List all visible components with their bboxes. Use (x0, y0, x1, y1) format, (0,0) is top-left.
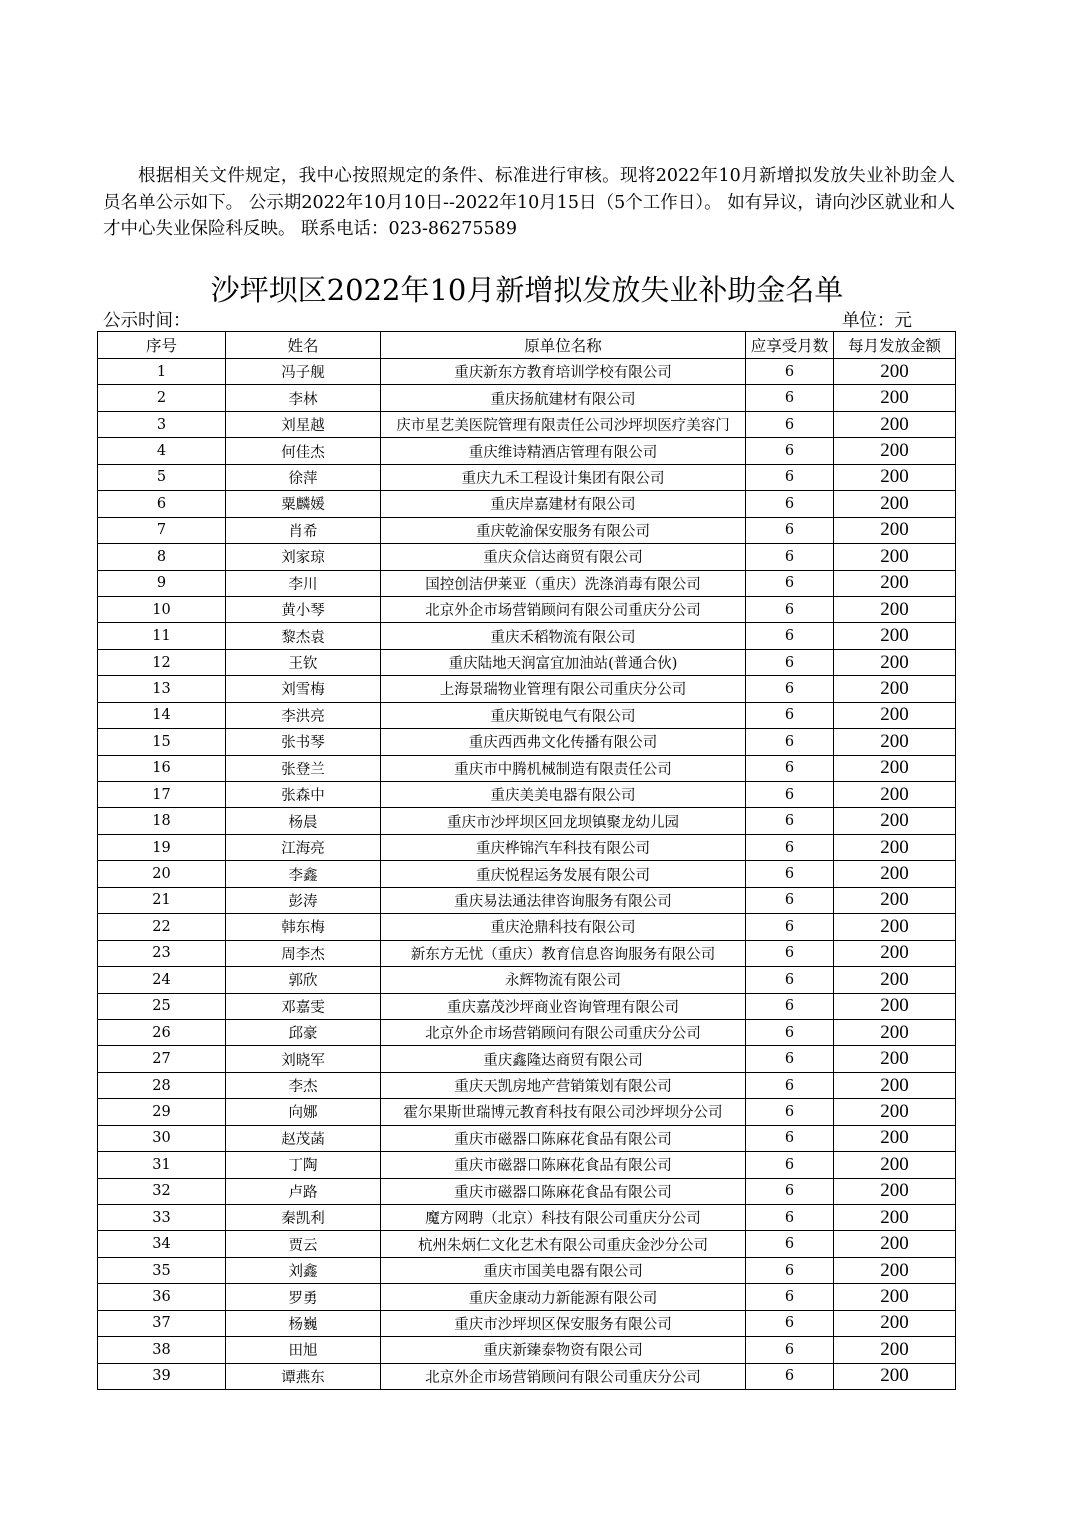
cell-amount: 200 (834, 782, 956, 808)
cell-index: 34 (98, 1231, 226, 1257)
cell-employer: 国控创洁伊莱亚（重庆）洗涤消毒有限公司 (381, 570, 746, 596)
cell-index: 21 (98, 887, 226, 913)
table-row (98, 623, 956, 649)
cell-amount: 200 (834, 1099, 956, 1125)
cell-months: 6 (746, 1257, 834, 1283)
cell-months: 6 (746, 623, 834, 649)
cell-months: 6 (746, 914, 834, 940)
cell-months: 6 (746, 1284, 834, 1310)
cell-index: 37 (98, 1310, 226, 1336)
cell-employer: 重庆斯锐电气有限公司 (381, 702, 746, 728)
cell-months: 6 (746, 570, 834, 596)
table-body (98, 359, 956, 1390)
cell-employer: 庆市星艺美医院管理有限责任公司沙坪坝医疗美容门 (381, 411, 746, 437)
cell-months: 6 (746, 755, 834, 781)
cell-amount: 200 (834, 729, 956, 755)
table-row (98, 993, 956, 1019)
cell-employer: 重庆新东方教育培训学校有限公司 (381, 359, 746, 385)
cell-index: 12 (98, 649, 226, 675)
cell-months: 6 (746, 517, 834, 543)
cell-months: 6 (746, 1337, 834, 1363)
cell-amount: 200 (834, 491, 956, 517)
table-row (98, 438, 956, 464)
cell-name: 张森中 (226, 782, 381, 808)
cell-index: 1 (98, 359, 226, 385)
cell-months: 6 (746, 1205, 834, 1231)
cell-index: 3 (98, 411, 226, 437)
cell-amount: 200 (834, 438, 956, 464)
cell-name: 黎杰袁 (226, 623, 381, 649)
cell-name: 田旭 (226, 1337, 381, 1363)
cell-employer: 魔方网聘（北京）科技有限公司重庆分公司 (381, 1205, 746, 1231)
cell-amount: 200 (834, 676, 956, 702)
table-header (98, 332, 956, 359)
table-row (98, 782, 956, 808)
table-row (98, 385, 956, 411)
cell-employer: 重庆沧鼎科技有限公司 (381, 914, 746, 940)
cell-index: 9 (98, 570, 226, 596)
cell-name: 徐萍 (226, 464, 381, 490)
cell-employer: 重庆市中腾机械制造有限责任公司 (381, 755, 746, 781)
table-row (98, 1178, 956, 1204)
cell-name: 丁陶 (226, 1152, 381, 1178)
cell-months: 6 (746, 782, 834, 808)
cell-name: 贾云 (226, 1231, 381, 1257)
table-row (98, 1099, 956, 1125)
cell-index: 8 (98, 544, 226, 570)
column-header-employer: 原单位名称 (381, 332, 746, 359)
cell-index: 39 (98, 1363, 226, 1389)
cell-name: 刘雪梅 (226, 676, 381, 702)
cell-employer: 永辉物流有限公司 (381, 967, 746, 993)
cell-amount: 200 (834, 861, 956, 887)
cell-amount: 200 (834, 544, 956, 570)
cell-index: 14 (98, 702, 226, 728)
cell-index: 10 (98, 596, 226, 622)
cell-index: 18 (98, 808, 226, 834)
unit-label: 单位：元 (842, 311, 912, 331)
cell-index: 24 (98, 967, 226, 993)
table-row (98, 1284, 956, 1310)
cell-employer: 重庆九禾工程设计集团有限公司 (381, 464, 746, 490)
cell-employer: 重庆易法通法律咨询服务有限公司 (381, 887, 746, 913)
cell-amount: 200 (834, 570, 956, 596)
cell-index: 31 (98, 1152, 226, 1178)
cell-months: 6 (746, 491, 834, 517)
column-header-months: 应享受月数 (746, 332, 834, 359)
cell-index: 4 (98, 438, 226, 464)
cell-months: 6 (746, 385, 834, 411)
cell-months: 6 (746, 940, 834, 966)
cell-name: 张登兰 (226, 755, 381, 781)
table-row (98, 649, 956, 675)
cell-employer: 北京外企市场营销顾问有限公司重庆分公司 (381, 1019, 746, 1045)
cell-months: 6 (746, 1072, 834, 1098)
cell-employer: 重庆市沙坪坝区保安服务有限公司 (381, 1310, 746, 1336)
table-row (98, 517, 956, 543)
table-row (98, 1152, 956, 1178)
cell-months: 6 (746, 702, 834, 728)
cell-employer: 重庆市磁器口陈麻花食品有限公司 (381, 1178, 746, 1204)
cell-name: 杨晨 (226, 808, 381, 834)
cell-amount: 200 (834, 914, 956, 940)
cell-employer: 重庆陆地天润富宜加油站(普通合伙) (381, 649, 746, 675)
table-row (98, 596, 956, 622)
cell-amount: 200 (834, 1152, 956, 1178)
cell-index: 23 (98, 940, 226, 966)
cell-amount: 200 (834, 967, 956, 993)
cell-amount: 200 (834, 411, 956, 437)
table-row (98, 887, 956, 913)
cell-employer: 重庆西西弗文化传播有限公司 (381, 729, 746, 755)
cell-amount: 200 (834, 1231, 956, 1257)
table-row (98, 861, 956, 887)
cell-amount: 200 (834, 755, 956, 781)
cell-employer: 重庆桦锦汽车科技有限公司 (381, 834, 746, 860)
table-row (98, 834, 956, 860)
cell-name: 杨巍 (226, 1310, 381, 1336)
cell-name: 卢路 (226, 1178, 381, 1204)
cell-employer: 上海景瑞物业管理有限公司重庆分公司 (381, 676, 746, 702)
cell-employer: 重庆嘉茂沙坪商业咨询管理有限公司 (381, 993, 746, 1019)
cell-index: 5 (98, 464, 226, 490)
cell-name: 粟麟媛 (226, 491, 381, 517)
cell-amount: 200 (834, 834, 956, 860)
table-row (98, 1125, 956, 1151)
cell-name: 彭涛 (226, 887, 381, 913)
cell-index: 15 (98, 729, 226, 755)
cell-months: 6 (746, 464, 834, 490)
cell-employer: 重庆市磁器口陈麻花食品有限公司 (381, 1152, 746, 1178)
table-row (98, 967, 956, 993)
cell-employer: 北京外企市场营销顾问有限公司重庆分公司 (381, 596, 746, 622)
cell-amount: 200 (834, 385, 956, 411)
cell-employer: 重庆新臻泰物资有限公司 (381, 1337, 746, 1363)
cell-months: 6 (746, 1099, 834, 1125)
cell-months: 6 (746, 359, 834, 385)
cell-employer: 重庆鑫隆达商贸有限公司 (381, 1046, 746, 1072)
cell-amount: 200 (834, 1310, 956, 1336)
cell-index: 28 (98, 1072, 226, 1098)
column-header-index: 序号 (98, 332, 226, 359)
column-header-name: 姓名 (226, 332, 381, 359)
cell-index: 19 (98, 834, 226, 860)
table-row (98, 1337, 956, 1363)
table-row (98, 702, 956, 728)
table-row (98, 755, 956, 781)
cell-index: 13 (98, 676, 226, 702)
cell-name: 李鑫 (226, 861, 381, 887)
cell-months: 6 (746, 596, 834, 622)
cell-index: 29 (98, 1099, 226, 1125)
cell-amount: 200 (834, 1046, 956, 1072)
cell-employer: 重庆市国美电器有限公司 (381, 1257, 746, 1283)
cell-index: 35 (98, 1257, 226, 1283)
cell-index: 20 (98, 861, 226, 887)
cell-months: 6 (746, 967, 834, 993)
cell-months: 6 (746, 544, 834, 570)
cell-amount: 200 (834, 596, 956, 622)
table-row (98, 570, 956, 596)
cell-months: 6 (746, 1152, 834, 1178)
table-row (98, 914, 956, 940)
cell-employer: 重庆岸嘉建材有限公司 (381, 491, 746, 517)
table-row (98, 729, 956, 755)
cell-amount: 200 (834, 887, 956, 913)
cell-name: 何佳杰 (226, 438, 381, 464)
cell-name: 江海亮 (226, 834, 381, 860)
cell-months: 6 (746, 993, 834, 1019)
cell-amount: 200 (834, 1284, 956, 1310)
cell-index: 32 (98, 1178, 226, 1204)
cell-index: 33 (98, 1205, 226, 1231)
table-row (98, 1231, 956, 1257)
table-row (98, 940, 956, 966)
cell-name: 黄小琴 (226, 596, 381, 622)
cell-months: 6 (746, 1046, 834, 1072)
cell-index: 30 (98, 1125, 226, 1151)
cell-index: 25 (98, 993, 226, 1019)
cell-amount: 200 (834, 623, 956, 649)
cell-index: 27 (98, 1046, 226, 1072)
table-row (98, 1257, 956, 1283)
table-row (98, 491, 956, 517)
table-row (98, 1046, 956, 1072)
table-row (98, 411, 956, 437)
cell-months: 6 (746, 887, 834, 913)
cell-months: 6 (746, 1125, 834, 1151)
cell-index: 26 (98, 1019, 226, 1045)
cell-months: 6 (746, 1178, 834, 1204)
cell-employer: 杭州朱炳仁文化艺术有限公司重庆金沙分公司 (381, 1231, 746, 1257)
cell-months: 6 (746, 411, 834, 437)
cell-employer: 重庆扬航建材有限公司 (381, 385, 746, 411)
cell-name: 向娜 (226, 1099, 381, 1125)
cell-employer: 重庆市磁器口陈麻花食品有限公司 (381, 1125, 746, 1151)
table-row (98, 1019, 956, 1045)
cell-employer: 重庆悦程运务发展有限公司 (381, 861, 746, 887)
cell-amount: 200 (834, 1072, 956, 1098)
cell-amount: 200 (834, 940, 956, 966)
table-row (98, 808, 956, 834)
cell-months: 6 (746, 808, 834, 834)
cell-amount: 200 (834, 359, 956, 385)
cell-amount: 200 (834, 1205, 956, 1231)
cell-employer: 重庆金康动力新能源有限公司 (381, 1284, 746, 1310)
cell-months: 6 (746, 861, 834, 887)
cell-amount: 200 (834, 1019, 956, 1045)
cell-employer: 新东方无忧（重庆）教育信息咨询服务有限公司 (381, 940, 746, 966)
cell-amount: 200 (834, 649, 956, 675)
notice-text (103, 163, 955, 243)
cell-index: 11 (98, 623, 226, 649)
notice-paragraph: 根据相关文件规定，我中心按照规定的条件、标准进行审核。现将2022年10月新增拟发放失业补助金人员名单公示如下。 公示期2022年10月10日--2022年10月15日（5个工作日）。 如有异议，请向沙区就业和人才中心失业保险科反映。 联系电话：023-86275589 (103, 166, 955, 239)
cell-amount: 200 (834, 1363, 956, 1389)
table-row (98, 544, 956, 570)
cell-months: 6 (746, 834, 834, 860)
cell-name: 肖希 (226, 517, 381, 543)
table-row (98, 676, 956, 702)
cell-name: 邱豪 (226, 1019, 381, 1045)
document-title: 沙坪坝区2022年10月新增拟发放失业补助金名单 (210, 273, 844, 307)
cell-employer: 霍尔果斯世瑞博元教育科技有限公司沙坪坝分公司 (381, 1099, 746, 1125)
cell-name: 罗勇 (226, 1284, 381, 1310)
cell-amount: 200 (834, 1125, 956, 1151)
cell-months: 6 (746, 438, 834, 464)
cell-amount: 200 (834, 1257, 956, 1283)
cell-amount: 200 (834, 702, 956, 728)
cell-index: 22 (98, 914, 226, 940)
cell-employer: 北京外企市场营销顾问有限公司重庆分公司 (381, 1363, 746, 1389)
cell-name: 秦凯利 (226, 1205, 381, 1231)
cell-index: 16 (98, 755, 226, 781)
cell-months: 6 (746, 676, 834, 702)
cell-employer: 重庆众信达商贸有限公司 (381, 544, 746, 570)
header-row (98, 332, 956, 359)
cell-index: 17 (98, 782, 226, 808)
cell-name: 谭燕东 (226, 1363, 381, 1389)
cell-months: 6 (746, 1363, 834, 1389)
cell-months: 6 (746, 1019, 834, 1045)
cell-name: 刘星越 (226, 411, 381, 437)
column-header-amount: 每月发放金额 (834, 332, 956, 359)
cell-name: 刘晓军 (226, 1046, 381, 1072)
cell-employer: 重庆美美电器有限公司 (381, 782, 746, 808)
table-row (98, 1310, 956, 1336)
publish-time-label: 公示时间： (103, 311, 191, 331)
cell-index: 36 (98, 1284, 226, 1310)
cell-amount: 200 (834, 993, 956, 1019)
cell-name: 王钦 (226, 649, 381, 675)
cell-employer: 重庆禾稻物流有限公司 (381, 623, 746, 649)
cell-employer: 重庆乾渝保安服务有限公司 (381, 517, 746, 543)
cell-amount: 200 (834, 808, 956, 834)
cell-index: 38 (98, 1337, 226, 1363)
cell-name: 周李杰 (226, 940, 381, 966)
cell-name: 刘家琼 (226, 544, 381, 570)
cell-name: 赵茂菡 (226, 1125, 381, 1151)
cell-name: 李川 (226, 570, 381, 596)
cell-index: 7 (98, 517, 226, 543)
cell-amount: 200 (834, 1337, 956, 1363)
cell-employer: 重庆市沙坪坝区回龙坝镇聚龙幼儿园 (381, 808, 746, 834)
cell-amount: 200 (834, 464, 956, 490)
cell-name: 李洪亮 (226, 702, 381, 728)
cell-index: 2 (98, 385, 226, 411)
cell-name: 韩东梅 (226, 914, 381, 940)
cell-name: 张书琴 (226, 729, 381, 755)
cell-name: 冯子舰 (226, 359, 381, 385)
cell-employer: 重庆天凯房地产营销策划有限公司 (381, 1072, 746, 1098)
cell-amount: 200 (834, 517, 956, 543)
cell-employer: 重庆维诗精酒店管理有限公司 (381, 438, 746, 464)
recipient-table (97, 331, 956, 1390)
cell-months: 6 (746, 729, 834, 755)
table-row (98, 1205, 956, 1231)
table-row (98, 464, 956, 490)
cell-amount: 200 (834, 1178, 956, 1204)
cell-months: 6 (746, 1310, 834, 1336)
cell-months: 6 (746, 1231, 834, 1257)
table-row (98, 359, 956, 385)
cell-index: 6 (98, 491, 226, 517)
cell-name: 邓嘉雯 (226, 993, 381, 1019)
cell-name: 郭欣 (226, 967, 381, 993)
table-row (98, 1072, 956, 1098)
cell-name: 刘鑫 (226, 1257, 381, 1283)
cell-name: 李杰 (226, 1072, 381, 1098)
cell-months: 6 (746, 649, 834, 675)
table-row (98, 1363, 956, 1389)
cell-name: 李林 (226, 385, 381, 411)
